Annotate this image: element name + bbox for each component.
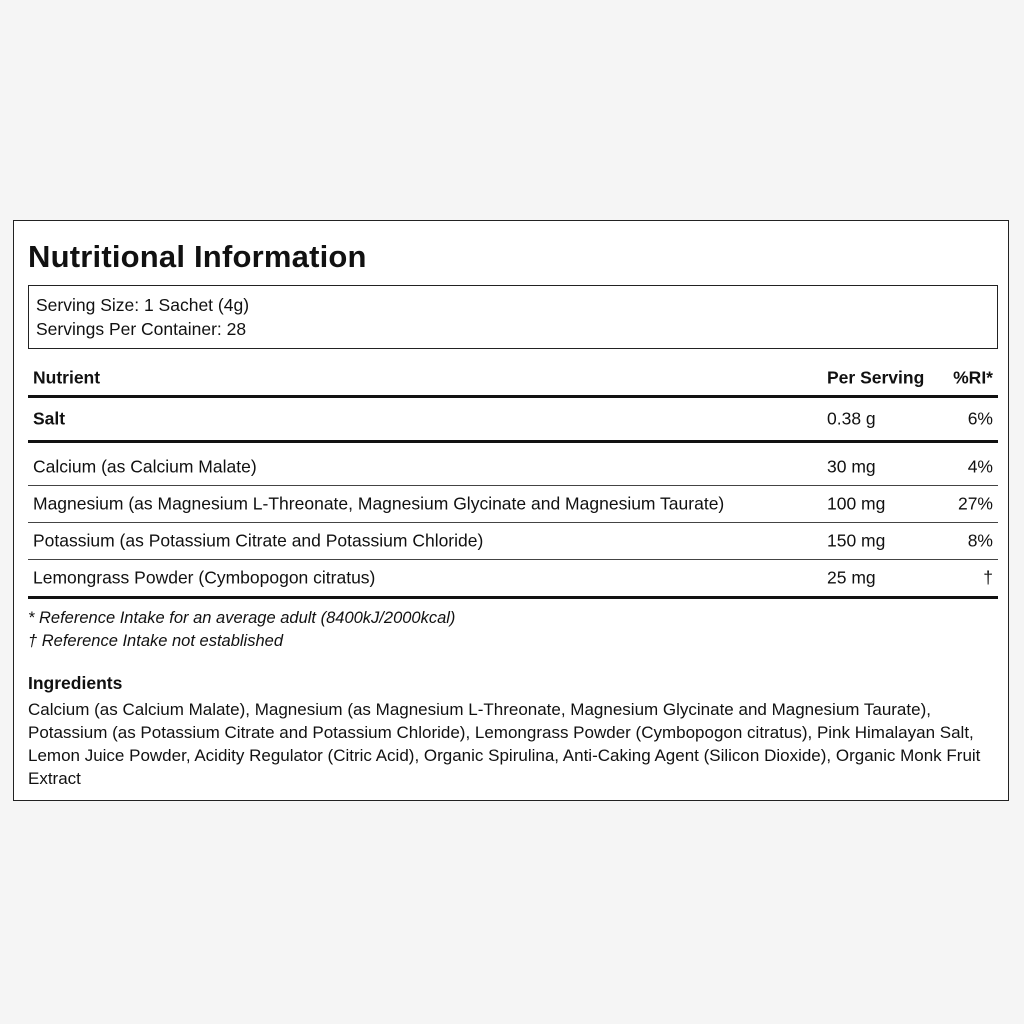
nutrient-ri: 6% bbox=[967, 408, 993, 429]
nutrient-name: Potassium (as Potassium Citrate and Potassium Chloride) bbox=[33, 530, 484, 551]
table-bottom-rule bbox=[28, 596, 998, 599]
nutrient-per-serving: 100 mg bbox=[827, 493, 886, 514]
header-per-serving: Per Serving bbox=[827, 367, 925, 388]
nutrient-name: Lemongrass Powder (Cymbopogon citratus) bbox=[33, 567, 376, 588]
nutrient-table bbox=[28, 361, 998, 599]
footnotes bbox=[28, 607, 455, 653]
nutrient-per-serving: 30 mg bbox=[827, 456, 876, 477]
nutrient-name: Calcium (as Calcium Malate) bbox=[33, 456, 257, 477]
servings-per-container: Servings Per Container: 28 bbox=[36, 319, 247, 339]
nutrient-ri: 4% bbox=[967, 456, 993, 477]
header-ri: %RI* bbox=[953, 367, 993, 388]
nutrient-name: Magnesium (as Magnesium L-Threonate, Magnesium Glycinate and Magnesium Taurate) bbox=[33, 493, 725, 514]
table-row-salt bbox=[28, 398, 998, 440]
nutrient-per-serving: 150 mg bbox=[827, 530, 886, 551]
nutrient-ri: † bbox=[983, 567, 993, 588]
table-header-row bbox=[28, 361, 998, 395]
nutrient-name: Salt bbox=[33, 408, 66, 429]
table-row bbox=[28, 486, 998, 522]
ri-footnote: * Reference Intake for an average adult (8400kJ/2000kcal) bbox=[28, 609, 456, 627]
table-row bbox=[28, 560, 998, 596]
ingredients-text: Calcium (as Calcium Malate), Magnesium (as Magnesium L-Threonate, Magnesium Glycinate and Magnesium Taurate), Potassium (as Potassium Citrate and Potassium Chloride), Lemongrass Powder (Cymbopogon citratus), Pink Himalayan Salt, Lemon Juice Powder, Acidity Regulator (Citric Acid), Organic Spirulina, Anti-Caking Agent (Silicon Dioxide), Organic Monk Fruit Extract bbox=[28, 700, 981, 788]
header-nutrient: Nutrient bbox=[33, 367, 101, 388]
ingredients-title: Ingredients bbox=[28, 673, 123, 693]
table-row bbox=[28, 449, 998, 485]
nutrient-per-serving: 25 mg bbox=[827, 567, 876, 588]
serving-size: Serving Size: 1 Sachet (4g) bbox=[36, 295, 250, 315]
table-row bbox=[28, 523, 998, 559]
nutrition-panel bbox=[13, 220, 1009, 801]
serving-info-box bbox=[28, 285, 998, 349]
dagger-footnote: † Reference Intake not established bbox=[28, 632, 284, 650]
nutrient-ri: 27% bbox=[957, 493, 993, 514]
panel-title: Nutritional Information bbox=[28, 239, 367, 274]
nutrient-per-serving: 0.38 g bbox=[827, 408, 876, 429]
nutrient-ri: 8% bbox=[967, 530, 993, 551]
